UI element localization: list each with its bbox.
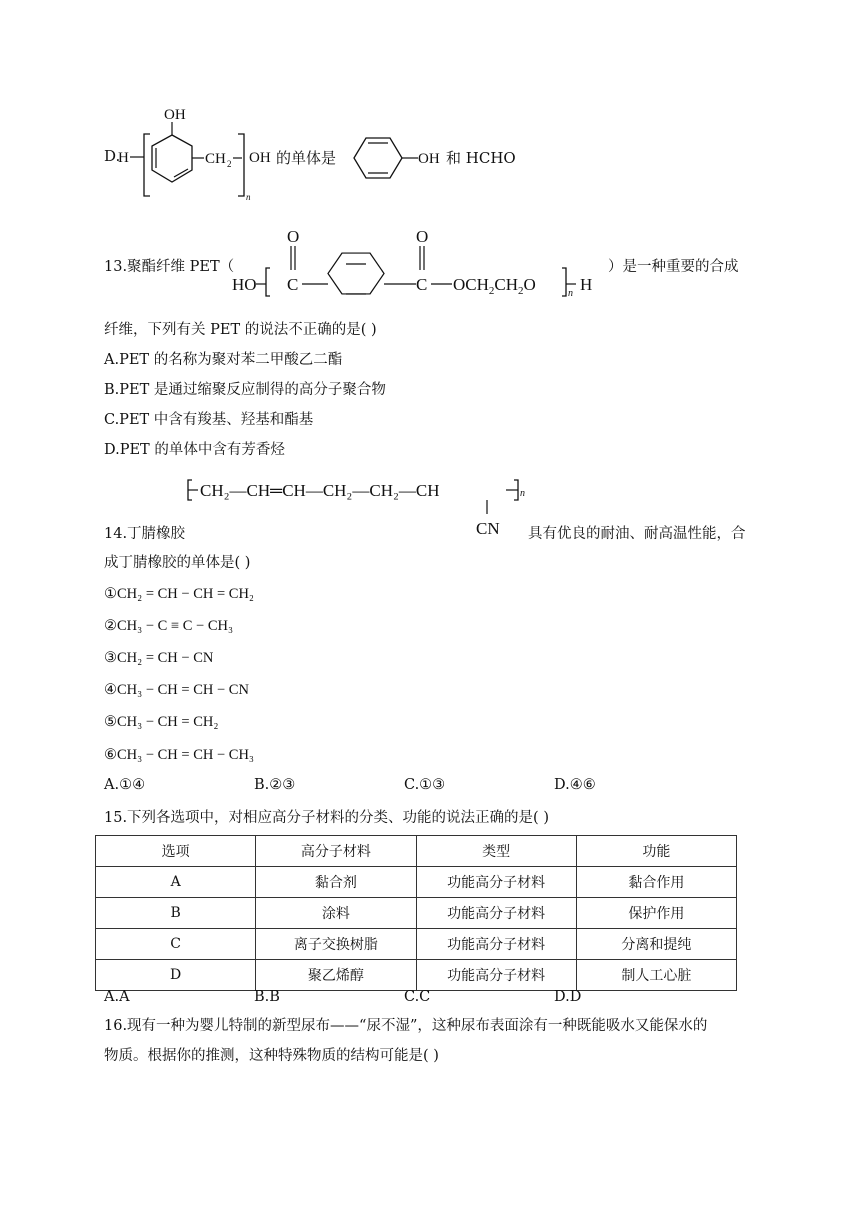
item-d-label: D.	[104, 147, 121, 165]
monomer-3: ③CH₂ = CH − CN	[104, 650, 214, 666]
rubber-n-label: n	[520, 488, 525, 499]
pet-o1-label: O	[287, 227, 300, 246]
phenol-oh-label: OH	[418, 151, 440, 167]
n-subscript: n	[246, 192, 251, 202]
phenol-structure	[348, 132, 448, 184]
nitrile-rubber-structure	[184, 470, 534, 540]
q14-choice-b: B.②③	[254, 777, 296, 793]
table-cell: C	[96, 929, 256, 960]
q13-option-b: B.PET 是通过缩聚反应制得的高分子聚合物	[104, 382, 386, 398]
pet-ho-label: HO	[232, 275, 257, 294]
table-cell: 黏合剂	[256, 867, 416, 898]
q15-choice-b: B.B	[254, 989, 280, 1005]
table-cell: 聚乙烯醇	[256, 960, 416, 991]
ch2-label: CH	[205, 151, 226, 167]
q16-line1: 16.现有一种为婴儿特制的新型尿布——“尿不湿”，这种尿布表面涂有一种既能吸水又能保水的	[104, 1018, 708, 1034]
q15-choice-c: C.C	[404, 989, 431, 1005]
oh-right-label: OH	[249, 150, 271, 166]
q13-option-a: A.PET 的名称为聚对苯二甲酸乙二酯	[104, 352, 343, 368]
table-header-cell: 选项	[96, 836, 256, 867]
q16-line2: 物质。根据你的推测，这种特殊物质的结构可能是( )	[104, 1048, 439, 1064]
table-header-cell: 功能	[576, 836, 736, 867]
pet-tail-label: $OCH_2CH_2O$	[453, 275, 536, 297]
q13-option-d: D.PET 的单体中含有芳香烃	[104, 442, 285, 458]
rubber-chain-label: CH₂—CH═CH—CH₂—CH₂—CH	[200, 481, 440, 500]
q13-stem-start: 13.聚酯纤维 PET（	[104, 259, 235, 275]
q14-choice-c: C.①③	[404, 777, 446, 793]
monomer-1: ①CH₂ = CH − CH = CH₂	[104, 586, 254, 602]
monomer-5: ⑤CH₃ − CH = CH₂	[104, 714, 219, 730]
q15-stem: 15.下列各选项中，对相应高分子材料的分类、功能的说法正确的是( )	[104, 810, 549, 826]
table-header-cell: 类型	[416, 836, 576, 867]
oh-top-label: OH	[164, 107, 186, 123]
table-header-cell: 高分子材料	[256, 836, 416, 867]
table-row	[96, 929, 737, 960]
q15-choices	[104, 989, 704, 1005]
q14-stem-end: 具有优良的耐油、耐高温性能，合	[528, 526, 746, 542]
pet-structure	[230, 224, 610, 298]
item-d-text-end: 和 HCHO	[446, 149, 516, 167]
q14-choice-a: A.①④	[104, 777, 146, 793]
table-row	[96, 867, 737, 898]
table-cell: B	[96, 898, 256, 929]
pet-c2-label: C	[416, 275, 428, 294]
q13-stem-end: ）是一种重要的合成	[608, 259, 739, 275]
table-cell: D	[96, 960, 256, 991]
q14-choices	[104, 777, 704, 793]
pet-o2-label: O	[416, 227, 429, 246]
q13-option-c: C.PET 中含有羧基、羟基和酯基	[104, 412, 314, 428]
q14-stem-cont: 成丁腈橡胶的单体是( )	[104, 555, 251, 571]
table-cell: 功能高分子材料	[416, 929, 576, 960]
pet-n-label: n	[568, 288, 573, 298]
rubber-cn-label: CN	[476, 519, 500, 538]
q15-choice-d: D.D	[554, 989, 582, 1005]
table-cell: 保护作用	[576, 898, 736, 929]
table-cell: 功能高分子材料	[416, 898, 576, 929]
table-cell: 黏合作用	[576, 867, 736, 898]
pet-c1-label: C	[287, 275, 299, 294]
table-cell: 制人工心脏	[576, 960, 736, 991]
monomer-6: ⑥CH₃ − CH = CH − CH₃	[104, 747, 254, 763]
monomer-4: ④CH₃ − CH = CH − CN	[104, 682, 249, 698]
table-row	[96, 960, 737, 991]
q15-choice-a: A.A	[104, 989, 130, 1005]
pet-h-label: H	[580, 275, 593, 294]
q14-choice-d: D.④⑥	[554, 777, 596, 793]
table-header-row	[96, 836, 737, 867]
h-left-label: H	[118, 150, 129, 166]
q13-stem-cont: 纤维，下列有关 PET 的说法不正确的是( )	[104, 322, 377, 338]
phenolic-resin-structure	[112, 100, 280, 204]
table-cell: 分离和提纯	[576, 929, 736, 960]
q14-stem-start: 14.丁腈橡胶	[104, 526, 186, 542]
q15-table	[95, 835, 737, 991]
item-d-text-mid: 的单体是	[276, 149, 337, 167]
table-row	[96, 898, 737, 929]
table-cell: 涂料	[256, 898, 416, 929]
table-cell: 功能高分子材料	[416, 867, 576, 898]
monomer-2: ②CH₃ − C ≡ C − CH₃	[104, 618, 234, 634]
table-cell: 功能高分子材料	[416, 960, 576, 991]
table-cell: 离子交换树脂	[256, 929, 416, 960]
ch2-sub-label: 2	[227, 159, 232, 169]
table-cell: A	[96, 867, 256, 898]
